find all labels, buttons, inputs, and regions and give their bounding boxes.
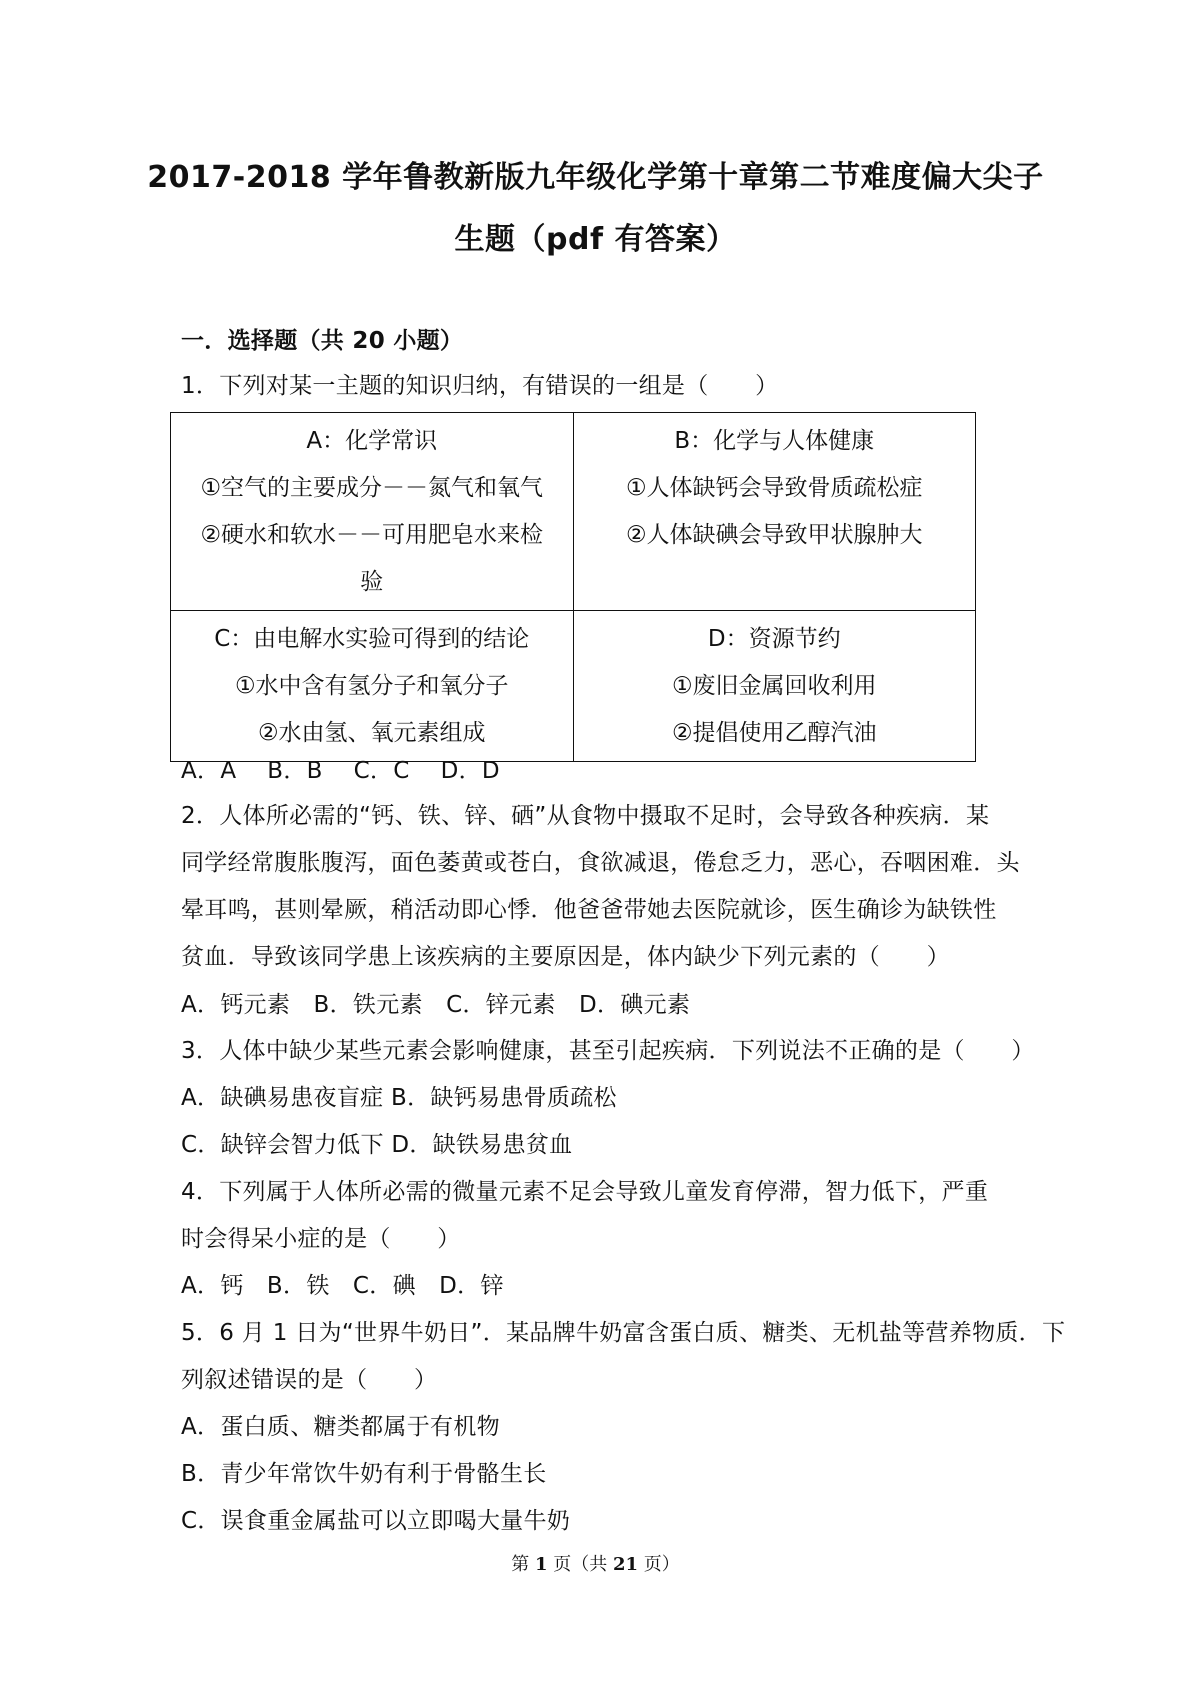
q3-stem: 3．人体中缺少某些元素会影响健康，甚至引起疾病．下列说法不正确的是（ ） <box>181 1038 1035 1064</box>
q1-cell-a <box>171 413 574 611</box>
q5-line-2: 列叙述错误的是（ ） <box>181 1367 438 1393</box>
document-title-line-2: 生题（pdf 有答案） <box>454 222 737 257</box>
q1-cell-d-item-2: ②提倡使用乙醇汽油 <box>671 720 877 746</box>
q1-cell-b-item-2: ②人体缺碘会导致甲状腺肿大 <box>625 522 923 548</box>
footer-prefix: 第 <box>511 1554 535 1575</box>
q3-options-row-2: C．缺锌会智力低下 D．缺铁易患贫血 <box>181 1132 573 1158</box>
q1-cell-a-heading: A：化学常识 <box>306 428 438 454</box>
footer-suffix: 页） <box>638 1554 680 1575</box>
q5-option-a: A．蛋白质、糖类都属于有机物 <box>181 1414 500 1440</box>
q2-line-1: 2．人体所必需的“钙、铁、锌、硒”从食物中摄取不足时，会导致各种疾病．某 <box>181 803 990 829</box>
q1-stem: 1．下列对某一主题的知识归纳，有错误的一组是（ ） <box>181 373 779 399</box>
q1-cell-a-item-1: ①空气的主要成分－－氮气和氧气 <box>200 475 544 501</box>
q1-cell-d-heading: D：资源节约 <box>707 626 841 652</box>
document-title-line-1: 2017-2018 学年鲁教新版九年级化学第十章第二节难度偏大尖子 <box>147 160 1044 195</box>
q4-options: A．钙 B．铁 C．碘 D．锌 <box>181 1273 504 1299</box>
q2-line-2: 同学经常腹胀腹泻，面色萎黄或苍白，食欲减退，倦怠乏力，恶心，吞咽困难．头 <box>181 850 1020 876</box>
q1-knowledge-table <box>170 412 976 762</box>
q3-options-row-1: A．缺碘易患夜盲症 B．缺钙易患骨质疏松 <box>181 1085 617 1111</box>
q2-line-4: 贫血．导致该同学患上该疾病的主要原因是，体内缺少下列元素的（ ） <box>181 944 950 970</box>
q1-cell-a-item-2-cont: 验 <box>360 569 384 595</box>
q1-cell-b <box>573 413 976 611</box>
q2-line-3: 晕耳鸣，甚则晕厥，稍活动即心悸．他爸爸带她去医院就诊，医生确诊为缺铁性 <box>181 897 997 923</box>
q1-cell-a-item-2: ②硬水和软水－－可用肥皂水来检 <box>200 522 544 548</box>
q1-cell-c-heading: C：由电解水实验可得到的结论 <box>214 626 530 652</box>
q1-cell-d-item-1: ①废旧金属回收利用 <box>671 673 877 699</box>
q1-options: A．A B．B C．C D．D <box>181 758 500 784</box>
q1-cell-b-item-1: ①人体缺钙会导致骨质疏松症 <box>625 475 923 501</box>
q1-cell-c-item-1: ①水中含有氢分子和氧分子 <box>234 673 509 699</box>
footer-total-pages: 21 <box>612 1554 639 1575</box>
q5-option-b: B．青少年常饮牛奶有利于骨骼生长 <box>181 1461 547 1487</box>
q1-cell-b-heading: B：化学与人体健康 <box>674 428 875 454</box>
footer-page-number: 1 <box>534 1554 548 1575</box>
section-heading: 一．选择题（共 20 小题） <box>181 328 464 354</box>
q4-line-2: 时会得呆小症的是（ ） <box>181 1226 461 1252</box>
q1-cell-d <box>573 611 976 762</box>
q5-line-1: 5．6 月 1 日为“世界牛奶日”．某品牌牛奶富含蛋白质、糖类、无机盐等营养物质．下 <box>181 1320 1066 1346</box>
q5-option-c: C．误食重金属盐可以立即喝大量牛奶 <box>181 1508 571 1534</box>
q1-cell-c-item-2: ②水由氢、氧元素组成 <box>257 720 486 746</box>
page-footer <box>0 1550 1191 1576</box>
q2-options: A．钙元素 B．铁元素 C．锌元素 D．碘元素 <box>181 992 691 1018</box>
q4-line-1: 4．下列属于人体所必需的微量元素不足会导致儿童发育停滞，智力低下，严重 <box>181 1179 989 1205</box>
q1-cell-c <box>171 611 574 762</box>
footer-middle: 页（共 <box>547 1554 613 1575</box>
